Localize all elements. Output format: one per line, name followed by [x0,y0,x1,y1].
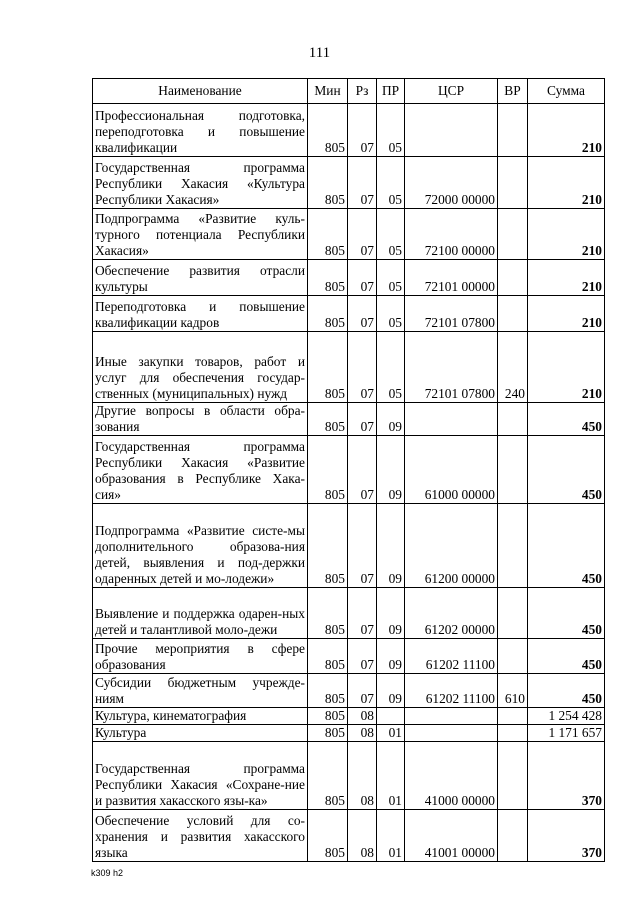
cell-rz: 07 [348,588,377,639]
cell-vr [498,104,528,157]
cell-pr: 05 [377,157,405,209]
cell-sum: 450 [528,436,605,504]
cell-vr: 240 [498,332,528,403]
cell-name: Государственная программа Республики Хакасия «Развитие образования в Республике Хака-сия» [93,436,308,504]
table-row [93,104,605,157]
table-row [93,588,605,639]
cell-rz: 07 [348,436,377,504]
table-row [93,810,605,862]
cell-sum: 210 [528,296,605,332]
cell-pr: 05 [377,260,405,296]
cell-name: Подпрограмма «Развитие куль-турного потенциала Республики Хакасия» [93,209,308,260]
table-row [93,403,605,436]
cell-pr: 01 [377,725,405,742]
cell-min: 805 [308,588,348,639]
cell-name: Культура, кинематография [93,708,308,725]
cell-sum: 210 [528,157,605,209]
cell-rz: 07 [348,209,377,260]
cell-csr: 61200 00000 [405,504,498,588]
cell-rz: 07 [348,332,377,403]
column-header-rz: Рз [348,79,377,104]
table-row [93,674,605,708]
cell-vr [498,296,528,332]
cell-name: Обеспечение условий для со-хранения и развития хакасского языка [93,810,308,862]
cell-min: 805 [308,260,348,296]
table-row [93,332,605,403]
cell-sum: 210 [528,332,605,403]
cell-rz: 07 [348,639,377,674]
cell-sum: 450 [528,588,605,639]
budget-table [92,78,605,862]
cell-name: Государственная программа Республики Хакасия «Культура Республики Хакасия» [93,157,308,209]
cell-csr: 41000 00000 [405,742,498,810]
cell-min: 805 [308,708,348,725]
cell-min: 805 [308,436,348,504]
cell-csr: 72000 00000 [405,157,498,209]
cell-csr: 61202 11100 [405,639,498,674]
cell-vr [498,436,528,504]
cell-min: 805 [308,104,348,157]
cell-csr [405,708,498,725]
table-row [93,260,605,296]
cell-csr [405,725,498,742]
cell-vr [498,810,528,862]
cell-vr [498,157,528,209]
cell-name: Переподготовка и повышение квалификации кадров [93,296,308,332]
table-row [93,639,605,674]
cell-sum: 450 [528,639,605,674]
cell-pr: 09 [377,639,405,674]
cell-sum: 450 [528,403,605,436]
cell-min: 805 [308,296,348,332]
cell-sum: 450 [528,674,605,708]
cell-csr: 72101 00000 [405,260,498,296]
cell-min: 805 [308,639,348,674]
cell-min: 805 [308,742,348,810]
column-header-min: Мин [308,79,348,104]
cell-rz: 07 [348,157,377,209]
cell-min: 805 [308,403,348,436]
footer-code: k309 h2 [91,868,124,878]
cell-name: Профессиональная подготовка, переподготовка и повышение квалификации [93,104,308,157]
cell-name: Прочие мероприятия в сфере образования [93,639,308,674]
column-header-csr: ЦСР [405,79,498,104]
table-row [93,504,605,588]
cell-name: Субсидии бюджетным учрежде-ниям [93,674,308,708]
cell-sum: 1 171 657 [528,725,605,742]
cell-csr [405,104,498,157]
column-header-vr: ВР [498,79,528,104]
cell-rz: 07 [348,260,377,296]
cell-min: 805 [308,504,348,588]
cell-csr: 61202 00000 [405,588,498,639]
table-row [93,209,605,260]
cell-name: Подпрограмма «Развитие систе-мы дополнительного образова-ния детей, выявления и под-держки одаренных детей и мо-лодежи» [93,504,308,588]
cell-sum: 1 254 428 [528,708,605,725]
cell-pr: 05 [377,104,405,157]
cell-pr: 01 [377,810,405,862]
cell-vr: 610 [498,674,528,708]
column-header-sum: Сумма [528,79,605,104]
cell-rz: 08 [348,708,377,725]
cell-rz: 07 [348,504,377,588]
cell-sum: 370 [528,742,605,810]
cell-name: Культура [93,725,308,742]
cell-min: 805 [308,725,348,742]
cell-min: 805 [308,209,348,260]
cell-csr: 61000 00000 [405,436,498,504]
cell-pr: 01 [377,742,405,810]
cell-vr [498,725,528,742]
table-row [93,436,605,504]
cell-csr: 72101 07800 [405,332,498,403]
column-header-pr: ПР [377,79,405,104]
table-row [93,725,605,742]
cell-rz: 07 [348,403,377,436]
cell-rz: 07 [348,674,377,708]
table-row [93,708,605,725]
cell-vr [498,403,528,436]
cell-pr: 05 [377,332,405,403]
cell-vr [498,260,528,296]
cell-min: 805 [308,157,348,209]
cell-name: Обеспечение развития отрасли культуры [93,260,308,296]
cell-vr [498,708,528,725]
cell-csr: 72100 00000 [405,209,498,260]
cell-pr: 09 [377,674,405,708]
cell-csr: 72101 07800 [405,296,498,332]
cell-vr [498,742,528,810]
cell-rz: 08 [348,810,377,862]
cell-sum: 450 [528,504,605,588]
cell-pr: 09 [377,588,405,639]
cell-sum: 370 [528,810,605,862]
table-row [93,157,605,209]
cell-pr: 05 [377,296,405,332]
page-number: 111 [308,45,331,61]
cell-sum: 210 [528,104,605,157]
cell-pr: 09 [377,504,405,588]
cell-csr [405,403,498,436]
table-body [93,104,605,862]
cell-name: Государственная программа Республики Хакасия «Сохране-ние и развития хакасского язы-ка» [93,742,308,810]
table-row [93,742,605,810]
cell-name: Выявление и поддержка одарен-ных детей и талантливой моло-дежи [93,588,308,639]
cell-rz: 08 [348,725,377,742]
cell-rz: 07 [348,104,377,157]
cell-rz: 08 [348,742,377,810]
column-header-name: Наименование [93,79,308,104]
cell-name: Другие вопросы в области обра-зования [93,403,308,436]
cell-pr: 09 [377,436,405,504]
cell-sum: 210 [528,209,605,260]
cell-min: 805 [308,674,348,708]
cell-min: 805 [308,332,348,403]
cell-csr: 41001 00000 [405,810,498,862]
cell-name: Иные закупки товаров, работ и услуг для обеспечения государ-ственных (муниципальных) нужд [93,332,308,403]
cell-csr: 61202 11100 [405,674,498,708]
cell-sum: 210 [528,260,605,296]
cell-min: 805 [308,810,348,862]
cell-pr: 05 [377,209,405,260]
cell-vr [498,639,528,674]
table-row [93,296,605,332]
cell-rz: 07 [348,296,377,332]
cell-pr: 09 [377,403,405,436]
cell-vr [498,588,528,639]
cell-vr [498,209,528,260]
cell-vr [498,504,528,588]
cell-pr [377,708,405,725]
table-header-row [93,79,605,104]
